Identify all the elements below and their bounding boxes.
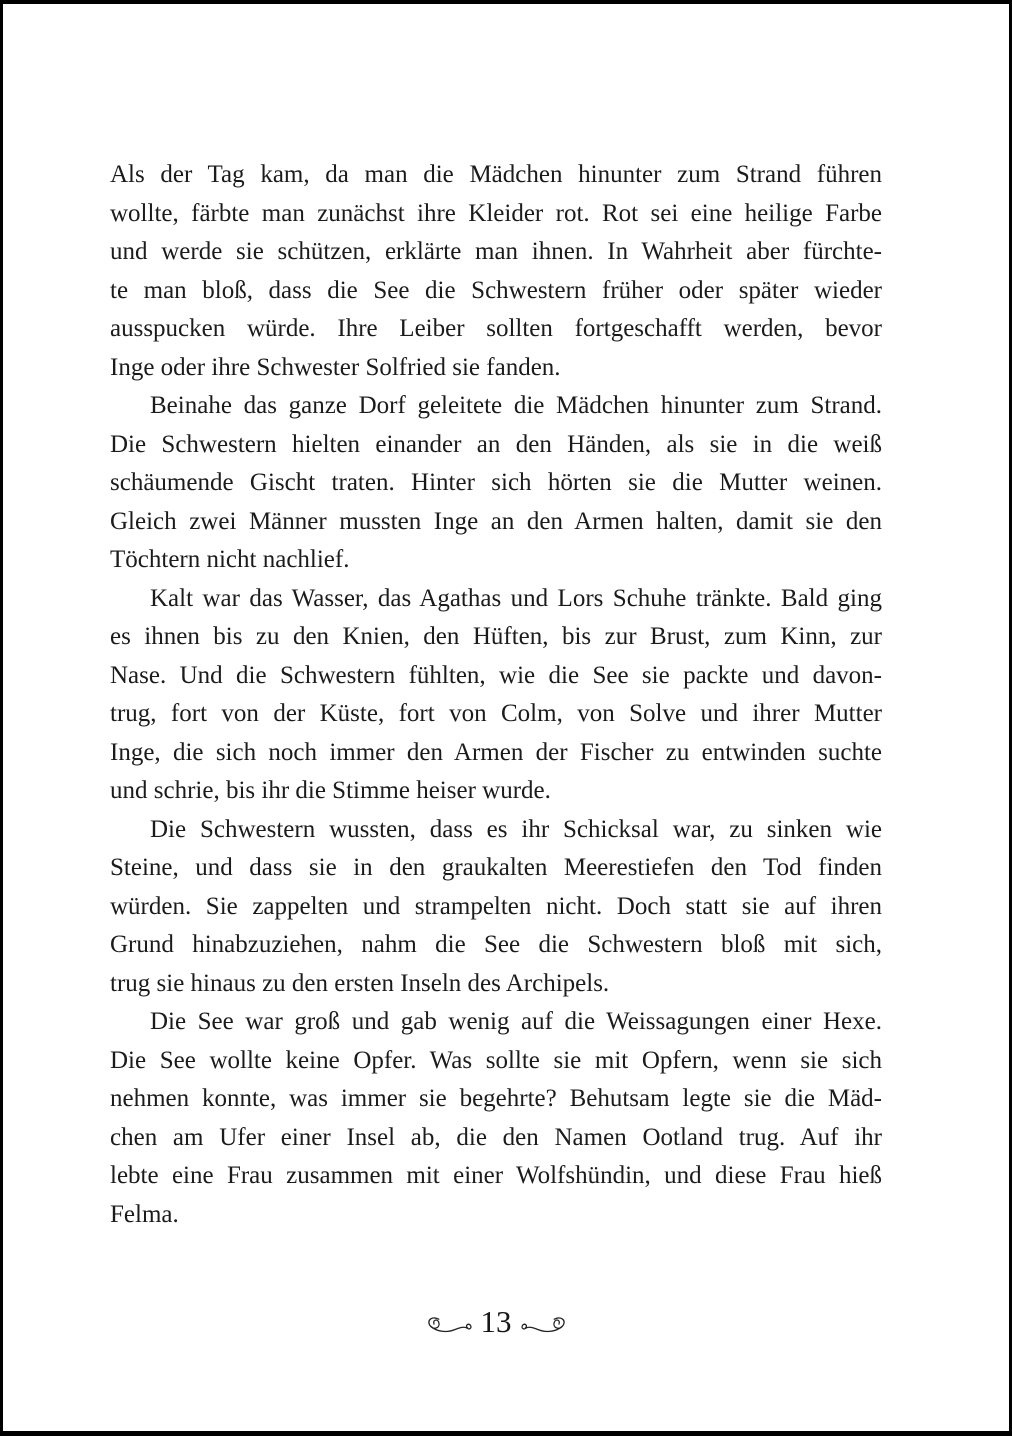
text-line: Inge, die sich noch immer den Armen der Fischer zu entwinden suchte (110, 738, 882, 766)
text-line: schäumende Gischt traten. Hinter sich hörten sie die Mutter weinen. (110, 469, 882, 496)
spiral-flourish-right-icon (519, 1313, 567, 1335)
text-line: nehmen konnte, was immer sie begehrte? Behutsam legte sie die Mäd- (110, 1085, 882, 1112)
text-line: Die Schwestern hielten einander an den Händen, als sie in die weiß (110, 430, 882, 458)
text-line: Die See war groß und gab wenig auf die Weissagungen einer Hexe. (150, 1008, 882, 1035)
text-line: und werde sie schützen, erklärte man ihnen. In Wahrheit aber fürchte- (110, 238, 882, 265)
text-line: würden. Sie zappelten und strampelten nicht. Doch statt sie auf ihren (110, 892, 882, 920)
paragraph (110, 156, 882, 387)
text-line: te man bloß, dass die See die Schwestern früher oder später wieder (110, 276, 882, 304)
text-line: Töchtern nicht nachlief. (110, 546, 350, 573)
text-line: lebte eine Frau zusammen mit einer Wolfshündin, und diese Frau hieß (110, 1162, 882, 1189)
text-line: Die Schwestern wussten, dass es ihr Schicksal war, zu sinken wie (150, 815, 882, 843)
paragraph (110, 1003, 882, 1234)
text-line: trug sie hinaus zu den ersten Inseln des Archipels. (110, 969, 610, 997)
paragraph (110, 387, 882, 580)
spiral-flourish-left-icon (426, 1313, 474, 1335)
paragraph (110, 580, 882, 811)
paragraph (110, 811, 882, 1004)
text-line: Grund hinabzuziehen, nahm die See die Schwestern bloß mit sich, (110, 931, 882, 958)
text-line: wollte, färbte man zunächst ihre Kleider rot. Rot sei eine heilige Farbe (110, 199, 882, 227)
text-line: Beinahe das ganze Dorf geleitete die Mädchen hinunter zum Strand. (150, 392, 882, 419)
text-line: chen am Ufer einer Insel ab, die den Namen Ootland trug. Auf ihr (110, 1123, 882, 1151)
text-line: Als der Tag kam, da man die Mädchen hinunter zum Strand führen (110, 161, 882, 188)
text-line: und schrie, bis ihr die Stimme heiser wurde. (110, 777, 551, 804)
page-number: 13 (480, 1304, 512, 1339)
text-line: Die See wollte keine Opfer. Was sollte sie mit Opfern, wenn sie sich (110, 1046, 882, 1074)
text-line: Felma. (110, 1200, 179, 1228)
text-line: Gleich zwei Männer mussten Inge an den Armen halten, damit sie den (110, 507, 882, 535)
page-footer (110, 1306, 882, 1341)
text-block (110, 156, 882, 1234)
text-line: Inge oder ihre Schwester Solfried sie fanden. (110, 353, 561, 381)
text-line: Nase. Und die Schwestern fühlten, wie die See sie packte und davon- (110, 661, 882, 689)
text-line: Kalt war das Wasser, das Agathas und Lors Schuhe tränkte. Bald ging (150, 584, 882, 612)
text-line: ausspucken würde. Ihre Leiber sollten fortgeschafft werden, bevor (110, 315, 882, 342)
text-line: Steine, und dass sie in den graukalten Meerestiefen den Tod finden (110, 854, 882, 881)
text-line: trug, fort von der Küste, fort von Colm, von Solve und ihrer Mutter (110, 700, 882, 727)
text-line: es ihnen bis zu den Knien, den Hüften, bis zur Brust, zum Kinn, zur (110, 623, 882, 650)
